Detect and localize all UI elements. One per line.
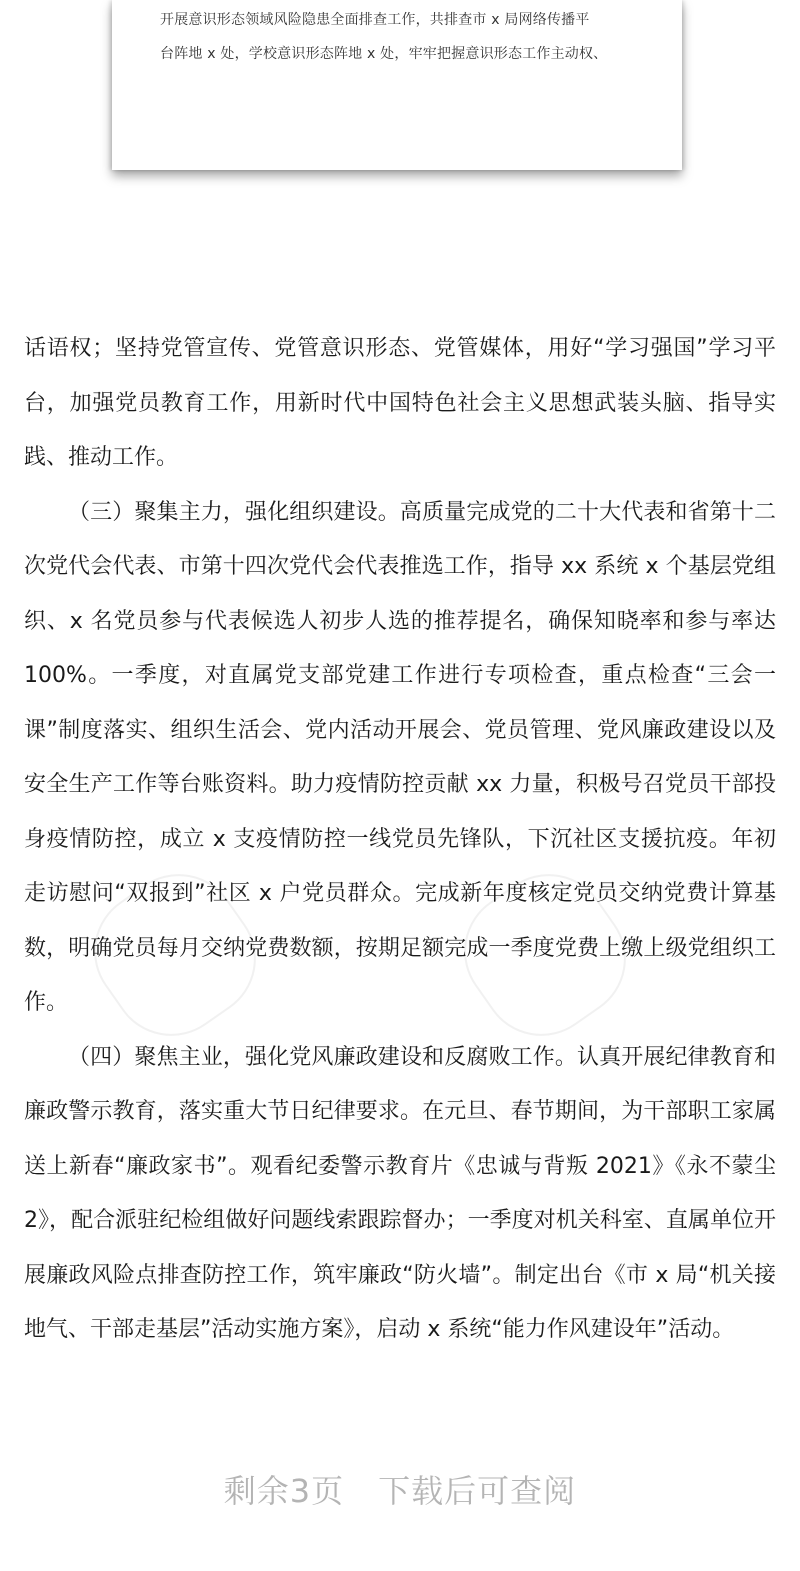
paragraph-continued: 话语权；坚持党管宣传、党管意识形态、党管媒体，用好“学习强国”学习平台，加强党员教育工作，用新时代中国特色社会主义思想武装头脑、指导实践、推动工作。 (24, 336, 776, 470)
remaining-pages-count: 剩余3页 (223, 1472, 345, 1510)
remaining-pages-banner[interactable] (0, 1466, 800, 1512)
document-body (24, 322, 776, 1358)
preview-line-2: 台阵地 x 处，学校意识形态阵地 x 处，牢牢把握意识形态工作主动权、 (160, 46, 608, 62)
preview-line-1: 开展意识形态领域风险隐患全面排查工作，共排查市 x 局网络传播平 (160, 12, 590, 28)
paragraph-integrity-building: （四）聚焦主业，强化党风廉政建设和反腐败工作。认真开展纪律教育和廉政警示教育，落实重大节日纪律要求。在元旦、春节期间，为干部职工家属送上新春“廉政家书”。观看纪委警示教育片《忠诚与背叛 2021》《永不蒙尘 2》，配合派驻纪检组做好问题线索跟踪督办；一季度对机关科室、直属单位开展廉政风险点排查防控工作，筑牢廉政“防火墙”。制定出台《市 x 局“机关接地气、干部走基层”活动实施方案》，启动 x 系统“能力作风建设年”活动。 (24, 1044, 776, 1342)
paragraph-organization-building: （三）聚集主力，强化组织建设。高质量完成党的二十大代表和省第十二次党代会代表、市第十四次党代会代表推选工作，指导 xx 系统 x 个基层党组织、x 名党员参与代表候选人初步人选的推荐提名，确保知晓率和参与率达 100%。一季度，对直属党支部党建工作进行专项检查，重点检查“三会一课”制度落实、组织生活会、党内活动开展会、党员管理、党风廉政建设以及安全生产工作等台账资料。助力疫情防控贡献 xx 力量，积极号召党员干部投身疫情防控，成立 x 支疫情防控一线党员先锋队，下沉社区支援抗疫。年初走访慰问“双报到”社区 x 户党员群众。完成新年度核定党员交纳党费计算基数，明确党员每月交纳党费数额，按期足额完成一季度党费上缴上级党组织工作。 (24, 499, 776, 1015)
previous-page-preview-card (112, 0, 682, 170)
download-to-view-hint: 下载后可查阅 (378, 1472, 577, 1510)
